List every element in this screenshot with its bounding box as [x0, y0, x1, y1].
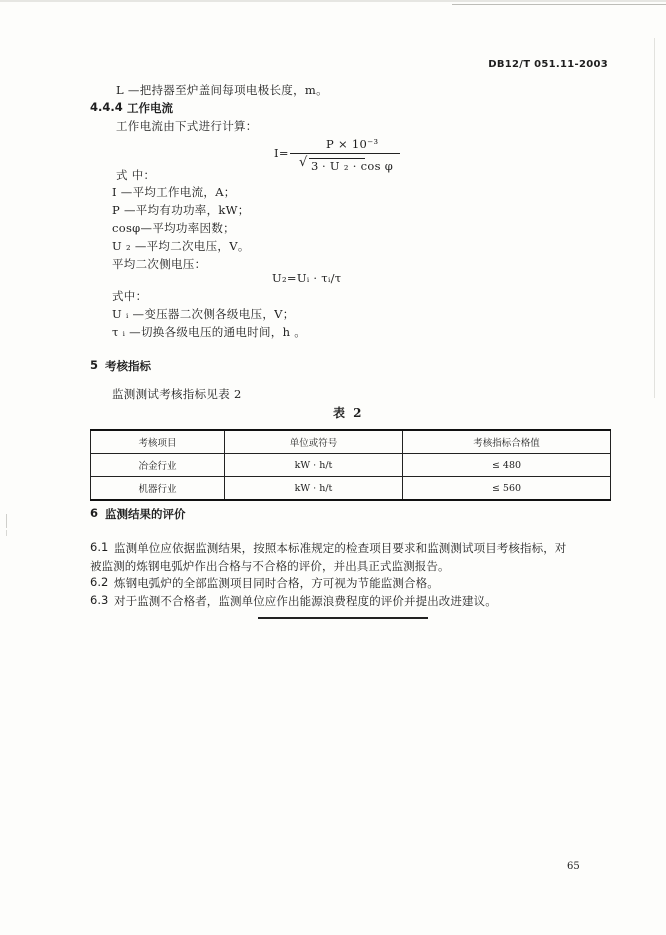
- scan-margin-line: [654, 38, 655, 398]
- clause-6-1-line-1: 监测单位应依据监测结果，按照本标准规定的检查项目要求和监测测试项目考核指标，对: [114, 541, 567, 555]
- definition-ti: τ ᵢ —切换各级电压的通电时间，h 。: [112, 325, 307, 339]
- avg-voltage-title: 平均二次侧电压：: [112, 257, 207, 271]
- scan-margin-mark: [6, 514, 7, 528]
- sqrt-sign: √: [299, 155, 308, 170]
- definition-ui: U ᵢ —变压器二次侧各级电压，V；: [112, 307, 295, 321]
- section-5-title: 考核指标: [105, 359, 151, 373]
- table-header-cell: 考核指标合格值: [403, 430, 611, 454]
- current-formula-intro: 工作电流由下式进行计算：: [116, 119, 258, 133]
- formula-denominator: · U ₂ · cos φ: [322, 159, 394, 173]
- section-6-title: 监测结果的评价: [105, 507, 186, 521]
- table-cell: ≤ 480: [403, 454, 611, 477]
- section-5-intro: 监测测试考核指标见表 2: [112, 387, 242, 401]
- voltage-formula: U₂=Uᵢ · τᵢ/τ: [272, 271, 342, 285]
- clause-6-2-number: 6.2: [90, 575, 109, 589]
- clause-6-1-number: 6.1: [90, 540, 109, 554]
- definition-l: L —把持器至炉盖间每项电极长度，m。: [116, 83, 328, 97]
- page-number: 65: [567, 861, 580, 872]
- table-row: [91, 477, 611, 501]
- end-of-document-rule: [258, 617, 428, 619]
- definition-i: I —平均工作电流，A；: [112, 185, 236, 199]
- scan-edge: [0, 0, 666, 2]
- indicator-table: [90, 429, 611, 501]
- section-5-number: 5: [90, 358, 99, 372]
- table-header-row: [91, 430, 611, 454]
- table-row: [91, 454, 611, 477]
- fraction-bar: [290, 153, 400, 154]
- section-4-4-4-number: 4.4.4: [90, 100, 123, 114]
- formula-radicand: 3: [311, 159, 319, 173]
- current-formula: [274, 137, 404, 176]
- table-cell: ≤ 560: [403, 477, 611, 501]
- table-header-cell: 考核项目: [91, 430, 225, 454]
- formula-numerator: P × 10⁻³: [326, 137, 379, 151]
- table-cell: kW · h/t: [225, 454, 403, 477]
- where-label-2: 式中：: [112, 289, 148, 303]
- definition-u2: U ₂ —平均二次电压，V。: [112, 239, 250, 253]
- clause-6-3-number: 6.3: [90, 593, 109, 607]
- table-title: 表 2: [333, 406, 364, 420]
- formula-lhs: I=: [274, 146, 289, 160]
- table-cell: 机器行业: [91, 477, 225, 501]
- section-6-number: 6: [90, 506, 99, 520]
- where-label-1: 式 中：: [116, 168, 156, 182]
- table-cell: 冶金行业: [91, 454, 225, 477]
- table-header-cell: 单位或符号: [225, 430, 403, 454]
- standard-code: DB12/T 051.11-2003: [488, 59, 608, 70]
- definition-p: P —平均有功功率，kW；: [112, 203, 250, 217]
- table-cell: kW · h/t: [225, 477, 403, 501]
- clause-6-2-text: 炼钢电弧炉的全部监测项目同时合格，方可视为节能监测合格。: [114, 576, 439, 590]
- definition-cos: cosφ—平均功率因数；: [112, 221, 235, 235]
- scan-margin-mark: [6, 530, 7, 536]
- clause-6-1-line-2: 被监测的炼钢电弧炉作出合格与不合格的评价，并出具正式监测报告。: [90, 559, 450, 573]
- header-rule: [452, 4, 666, 5]
- section-4-4-4-title: 工作电流: [127, 101, 173, 115]
- clause-6-3-text: 对于监测不合格者，监测单位应作出能源浪费程度的评价并提出改进建议。: [114, 594, 497, 608]
